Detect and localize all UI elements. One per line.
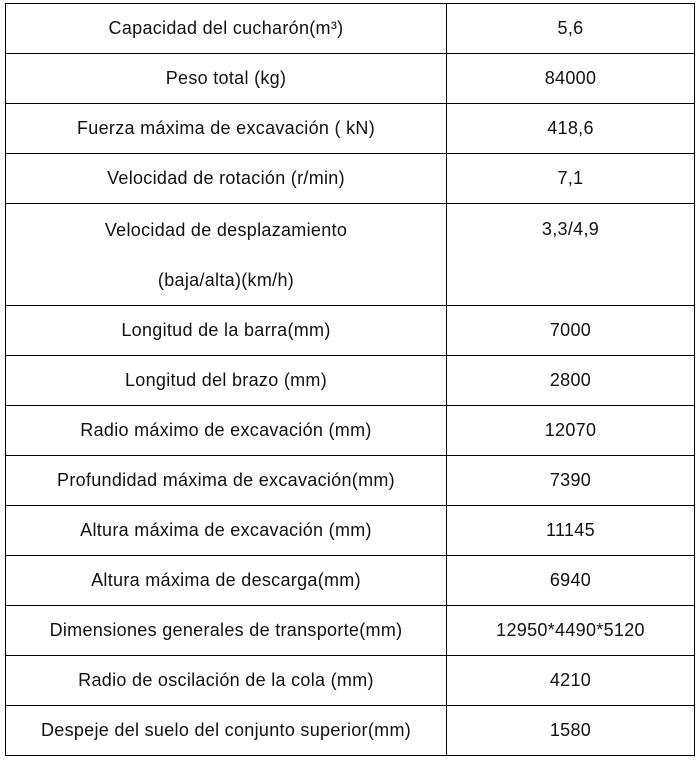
- table-row: [6, 506, 695, 556]
- spec-label: Velocidad de rotación (r/min): [6, 154, 447, 204]
- table-row: [6, 556, 695, 606]
- table-row: [6, 656, 695, 706]
- table-row: [6, 4, 695, 54]
- spec-label: Fuerza máxima de excavación ( kN): [6, 104, 447, 154]
- spec-value: 5,6: [447, 4, 695, 54]
- spec-value: 4210: [447, 656, 695, 706]
- table-row: [6, 54, 695, 104]
- table-row: [6, 154, 695, 204]
- spec-value: 12950*4490*5120: [447, 606, 695, 656]
- table-row: [6, 456, 695, 506]
- spec-label: Longitud del brazo (mm): [6, 356, 447, 406]
- table-row: [6, 706, 695, 756]
- spec-label: Dimensiones generales de transporte(mm): [6, 606, 447, 656]
- spec-label-line-2: (baja/alta)(km/h): [157, 269, 295, 290]
- table-row: [6, 204, 695, 306]
- table-row: [6, 606, 695, 656]
- spec-value: 2800: [447, 356, 695, 406]
- spec-label: Altura máxima de excavación (mm): [6, 506, 447, 556]
- spec-value: 3,3/4,9: [447, 204, 695, 306]
- spec-label: Radio de oscilación de la cola (mm): [6, 656, 447, 706]
- spec-value: 12070: [447, 406, 695, 456]
- spec-label: Longitud de la barra(mm): [6, 306, 447, 356]
- table-row: [6, 104, 695, 154]
- spec-label: Peso total (kg): [6, 54, 447, 104]
- table-row: [6, 306, 695, 356]
- spec-label-line-1: Velocidad de desplazamiento: [104, 219, 348, 240]
- spec-value: 84000: [447, 54, 695, 104]
- spec-label: Altura máxima de descarga(mm): [6, 556, 447, 606]
- spec-label: [6, 204, 447, 306]
- spec-label: Profundidad máxima de excavación(mm): [6, 456, 447, 506]
- table-row: [6, 406, 695, 456]
- spec-label: Capacidad del cucharón(m³): [6, 4, 447, 54]
- spec-value: 7000: [447, 306, 695, 356]
- spec-value: 418,6: [447, 104, 695, 154]
- table-row: [6, 356, 695, 406]
- spec-value: 7,1: [447, 154, 695, 204]
- spec-value: 7390: [447, 456, 695, 506]
- spec-label: Despeje del suelo del conjunto superior(mm): [6, 706, 447, 756]
- spec-value: 1580: [447, 706, 695, 756]
- spec-table: [5, 3, 695, 756]
- spec-value: 6940: [447, 556, 695, 606]
- spec-label: Radio máximo de excavación (mm): [6, 406, 447, 456]
- spec-value: 11145: [447, 506, 695, 556]
